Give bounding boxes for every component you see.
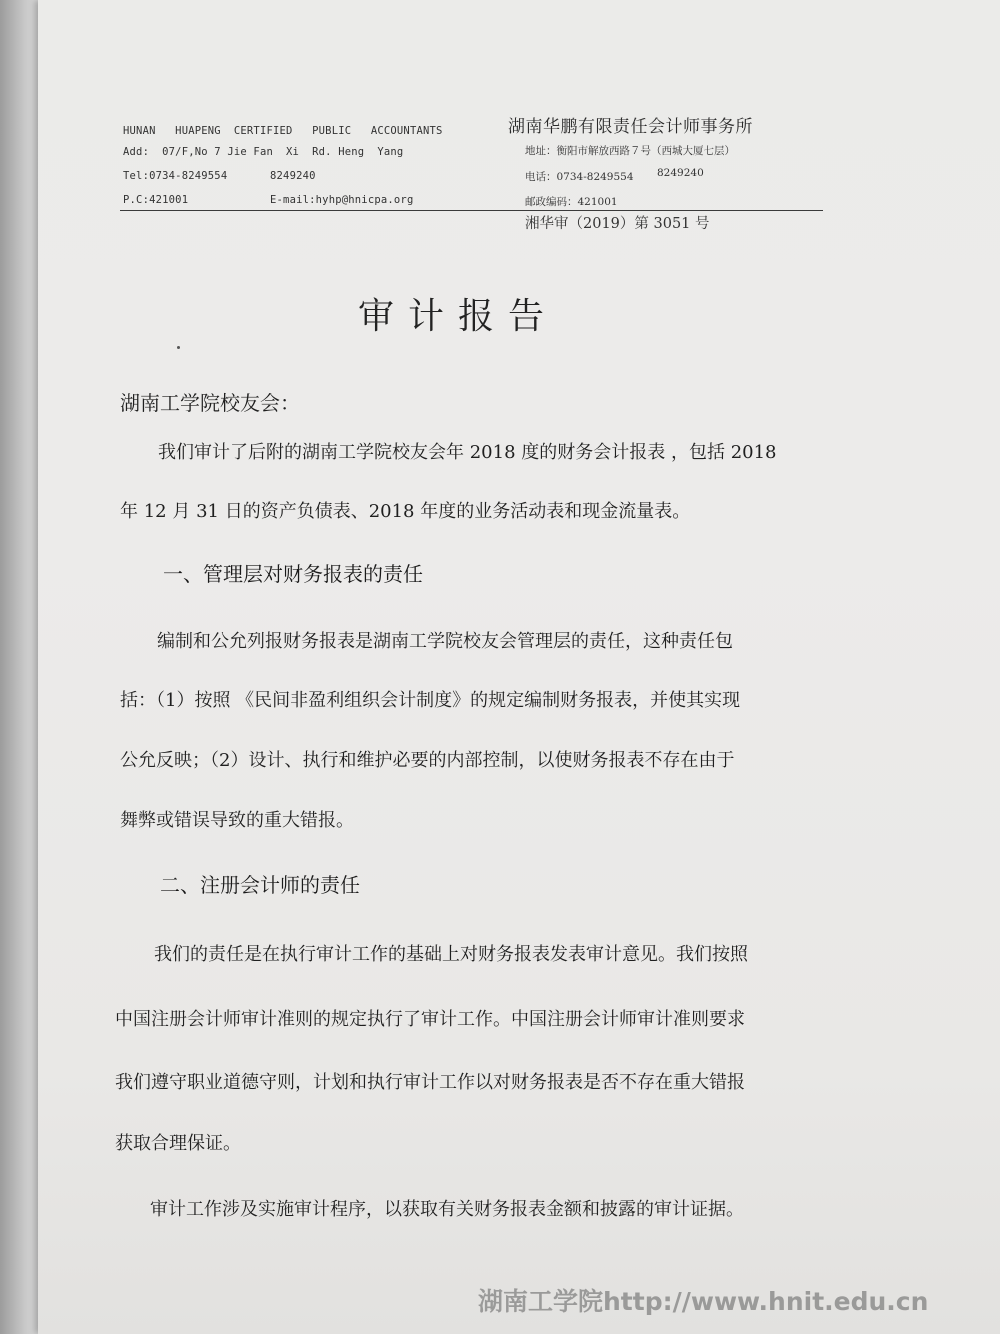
document-number: 湘华审（2019）第 3051 号 [525, 216, 710, 232]
letterhead-cn-name: 湖南华鹏有限责任会计师事务所 [508, 117, 753, 137]
para3-line3: 我们遵守职业道德守则，计划和执行审计工作以对财务报表是否不存在重大错报 [115, 1072, 745, 1093]
letterhead-cn-tel2: 8249240 [657, 167, 704, 179]
para3-line1: 我们的责任是在执行审计工作的基础上对财务报表发表审计意见。我们按照 [154, 944, 748, 965]
ink-speck [177, 346, 180, 349]
para2-line1: 编制和公允列报财务报表是湖南工学院校友会管理层的责任，这种责任包 [157, 631, 733, 652]
para2-line2: 括：（1）按照 《民间非盈利组织会计制度》的规定编制财务报表，并使其实现 [120, 690, 741, 711]
letterhead-en-postcode: P.C:421001 [123, 194, 189, 206]
para3-line4: 获取合理保证。 [115, 1133, 241, 1154]
para4-line1: 审计工作涉及实施审计程序，以获取有关财务报表金额和披露的审计证据。 [150, 1199, 744, 1220]
report-title: 审计报告 [358, 296, 559, 337]
para1-line2: 年 12 月 31 日的资产负债表、2018 年度的业务活动表和现金流量表。 [120, 501, 691, 522]
para2-line3: 公允反映；（2）设计、执行和维护必要的内部控制，以使财务报表不存在由于 [120, 750, 735, 771]
para1-line1: 我们审计了后附的湖南工学院校友会年 2018 度的财务会计报表 ，包括 2018 [158, 442, 777, 463]
section-heading-1: 一、管理层对财务报表的责任 [163, 562, 423, 586]
letterhead-cn-tel: 电话：0734-8249554 [525, 171, 634, 183]
underlying-page-edge [0, 0, 40, 1334]
letterhead-en-name: HUNAN HUAPENG CERTIFIED PUBLIC ACCOUNTANTS [123, 125, 443, 137]
letterhead-cn-postcode: 邮政编码：421001 [525, 196, 618, 208]
letterhead-en-tel: Tel:0734-8249554 [123, 170, 228, 182]
letterhead-divider [120, 210, 823, 211]
letterhead-en-tel2: 8249240 [270, 170, 316, 182]
site-watermark: 湖南工学院http://www.hnit.edu.cn [478, 1287, 929, 1316]
para2-line4: 舞弊或错误导致的重大错报。 [120, 810, 354, 831]
addressee: 湖南工学院校友会： [120, 391, 300, 415]
letterhead-cn-address: 地址：衡阳市解放西路７号（西城大厦七层） [525, 145, 735, 157]
section-heading-2: 二、注册会计师的责任 [160, 873, 360, 897]
para3-line2: 中国注册会计师审计准则的规定执行了审计工作。中国注册会计师审计准则要求 [115, 1009, 745, 1030]
letterhead-en-email: E-mail:hyhp@hnicpa.org [270, 194, 414, 206]
letterhead-en-address: Add: 07/F,No 7 Jie Fan Xi Rd. Heng Yang [123, 146, 404, 158]
